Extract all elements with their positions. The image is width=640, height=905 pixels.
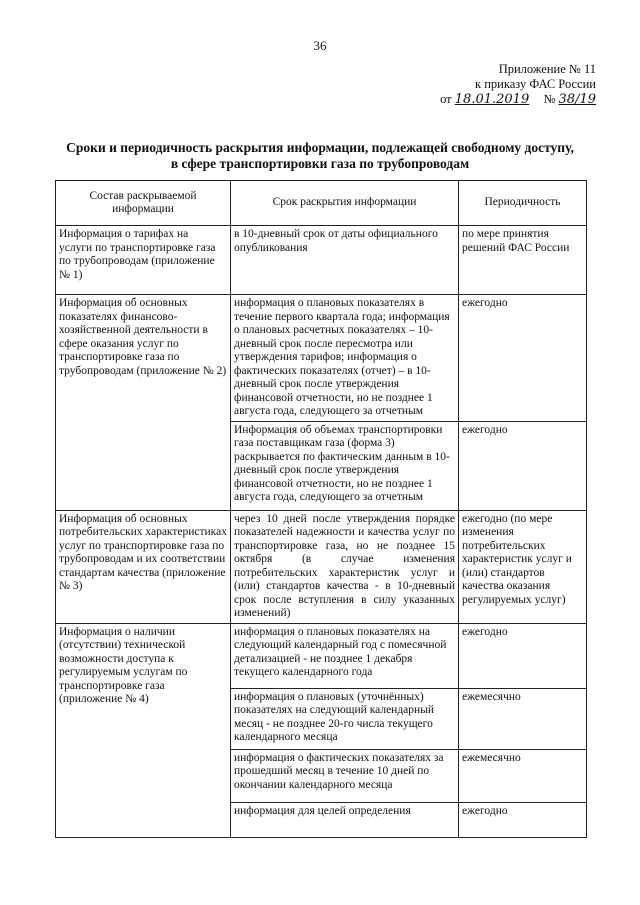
appendix-date-line bbox=[440, 92, 596, 107]
cell-composition: Информация об основных потребительских характеристиках услуг по транспортировке газа по трубопроводам и их соответствии стандартам качества (приложение № 3) bbox=[56, 510, 231, 623]
page-number: 36 bbox=[313, 38, 327, 53]
handwritten-number: 38/19 bbox=[558, 92, 596, 107]
title-line-1: Сроки и периодичность раскрытия информации, подлежащей свободному доступу, bbox=[66, 140, 574, 155]
cell-periodicity: по мере принятия решений ФАС России bbox=[459, 226, 587, 295]
cell-term: информация о плановых показателях на следующий календарный год с помесячной детализацией - не позднее 1 декабря текущего календарного года bbox=[231, 623, 459, 688]
appendix-order-line: к приказу ФАС России bbox=[475, 77, 596, 91]
cell-periodicity: ежегодно (по мере изменения потребительских характеристик услуг и (или) стандартов качества оказания регулируемых услуг) bbox=[459, 510, 587, 623]
appendix-line: Приложение № 11 bbox=[498, 62, 596, 76]
table-header-row bbox=[56, 181, 587, 226]
number-prefix: № bbox=[543, 92, 556, 106]
cell-term: информация о плановых (уточнённых) показателях на следующий календарный месяц - не позднее 20-го числа текущего календарного месяца bbox=[231, 688, 459, 749]
title-line-2: в сфере транспортировки газа по трубопроводам bbox=[170, 156, 470, 171]
cell-term: информация о фактических показателях за прошедший месяц в течение 10 дней по окончании календарного месяца bbox=[231, 749, 459, 802]
appendix-header bbox=[440, 62, 596, 107]
document-title bbox=[40, 140, 600, 172]
table-row bbox=[56, 510, 587, 623]
cell-periodicity: ежегодно bbox=[459, 421, 587, 510]
table-row bbox=[56, 226, 587, 295]
cell-term: через 10 дней после утверждения порядке показателей надежности и качества услуг по транспортировке газа, но не позднее 15 октября (в случае изменения потребительских характеристик услуг и (или) стандартов качества - в 10-дневный срок после вступления в силу указанных изменений) bbox=[231, 510, 459, 623]
cell-composition: Информация о наличии (отсутствии) технической возможности доступа к регулируемым услугам по транспортировке газа (приложение № 4) bbox=[56, 623, 231, 837]
cell-composition: Информация о тарифах на услуги по транспортировке газа по трубопроводам (приложение № 1) bbox=[56, 226, 231, 295]
cell-term: информация для целей определения bbox=[231, 802, 459, 837]
date-prefix: от bbox=[440, 92, 452, 106]
cell-composition: Информация об основных показателях финансово-хозяйственной деятельности в сфере оказания услуг по транспортировке газа по трубопроводам (приложение № 2) bbox=[56, 295, 231, 511]
table-row bbox=[56, 623, 587, 688]
cell-periodicity: ежегодно bbox=[459, 623, 587, 688]
cell-periodicity: ежегодно bbox=[459, 295, 587, 422]
handwritten-date: 18.01.2019 bbox=[454, 92, 530, 107]
cell-periodicity: ежегодно bbox=[459, 802, 587, 837]
header-periodicity: Периодичность bbox=[459, 181, 587, 226]
disclosure-table bbox=[55, 180, 587, 838]
cell-term: Информация об объемах транспортировки газа поставщикам газа (форма 3) раскрывается по фактическим данным в 10-дневный срок после утверждения финансовой отчетности, но не позднее 1 августа года, следующего за отчетным bbox=[231, 421, 459, 510]
header-term: Срок раскрытия информации bbox=[231, 181, 459, 226]
header-composition: Состав раскрываемой информации bbox=[56, 181, 231, 226]
cell-periodicity: ежемесячно bbox=[459, 749, 587, 802]
cell-term: в 10-дневный срок от даты официального опубликования bbox=[231, 226, 459, 295]
table-row bbox=[56, 295, 587, 422]
cell-term: информация о плановых показателях в течение первого квартала года; информация о плановых расчетных показателях – 10-дневный срок после пересмотра или утверждения тарифов; информация о фактических показателях (отчет) – в 10-дневный срок после утверждения финансовой отчетности, но не позднее 1 августа года, следующего за отчетным bbox=[231, 295, 459, 422]
cell-periodicity: ежемесячно bbox=[459, 688, 587, 749]
